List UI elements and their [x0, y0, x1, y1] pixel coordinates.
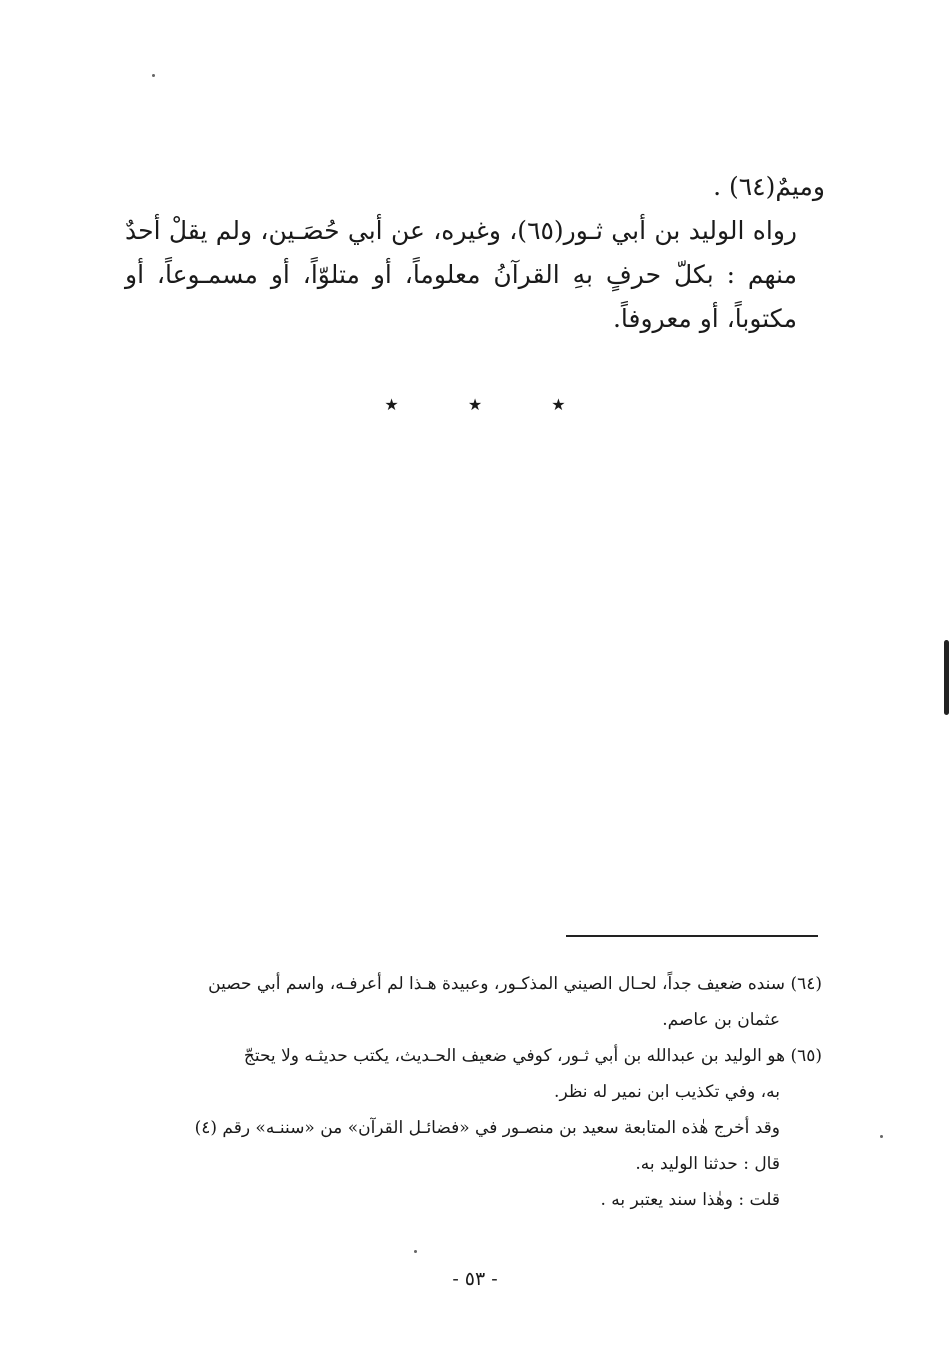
scan-speck	[414, 1250, 417, 1253]
footnote-divider	[566, 935, 818, 937]
star-icon: ★	[467, 395, 483, 414]
footnote-65-line-4: قال : حدثنا الوليد به.	[635, 1154, 780, 1174]
page-number: - ٥٣ -	[452, 1268, 498, 1290]
scan-speck	[152, 74, 155, 77]
scan-edge-mark	[944, 640, 949, 715]
scan-speck	[880, 1135, 883, 1138]
star-icon: ★	[384, 395, 399, 414]
main-paragraph: رواه الوليد بن أبي ثـور(٦٥)، وغيره، عن أبي حُصَـين، ولم يقلْ أحدٌ منهم : بكلّ حرفٍ بهِ القرآنُ معلوماً، أو متلوّاً، أو مسمـوعاً، أو مكتوباً، أو معروفاً.	[125, 216, 797, 333]
footnote-65-line-2: به، وفي تكذيب ابن نمير له نظر.	[554, 1082, 780, 1102]
main-line-1: وميمٌ(٦٤) .	[713, 172, 825, 201]
footnote-65-line-3: وقد أخرج هٰذه المتابعة سعيد بن منصـور في «فضائـل القرآن» من «سننـه» رقم (٤)	[194, 1118, 780, 1138]
footnote-64-line-1: (٦٤) سنده ضعيف جداً، لحـال الصيني المذكـور، وعبيدة هـذا لم أعرفـه، واسم أبي حصين	[208, 974, 822, 994]
footnote-64-line-2: عثمان بن عاصم.	[662, 1010, 780, 1030]
footnote-65-line-5: قلت : وهٰذا سند يعتبر به .	[600, 1190, 780, 1210]
footnotes	[122, 966, 822, 1218]
section-separator	[0, 395, 950, 414]
main-text	[125, 165, 825, 341]
star-icon: ★	[551, 395, 566, 414]
footnote-65-line-1: (٦٥) هو الوليد بن عبدالله بن أبي ثـور، كوفي ضعيف الحـديث، يكتب حديثـه ولا يحتجّ	[243, 1046, 822, 1066]
